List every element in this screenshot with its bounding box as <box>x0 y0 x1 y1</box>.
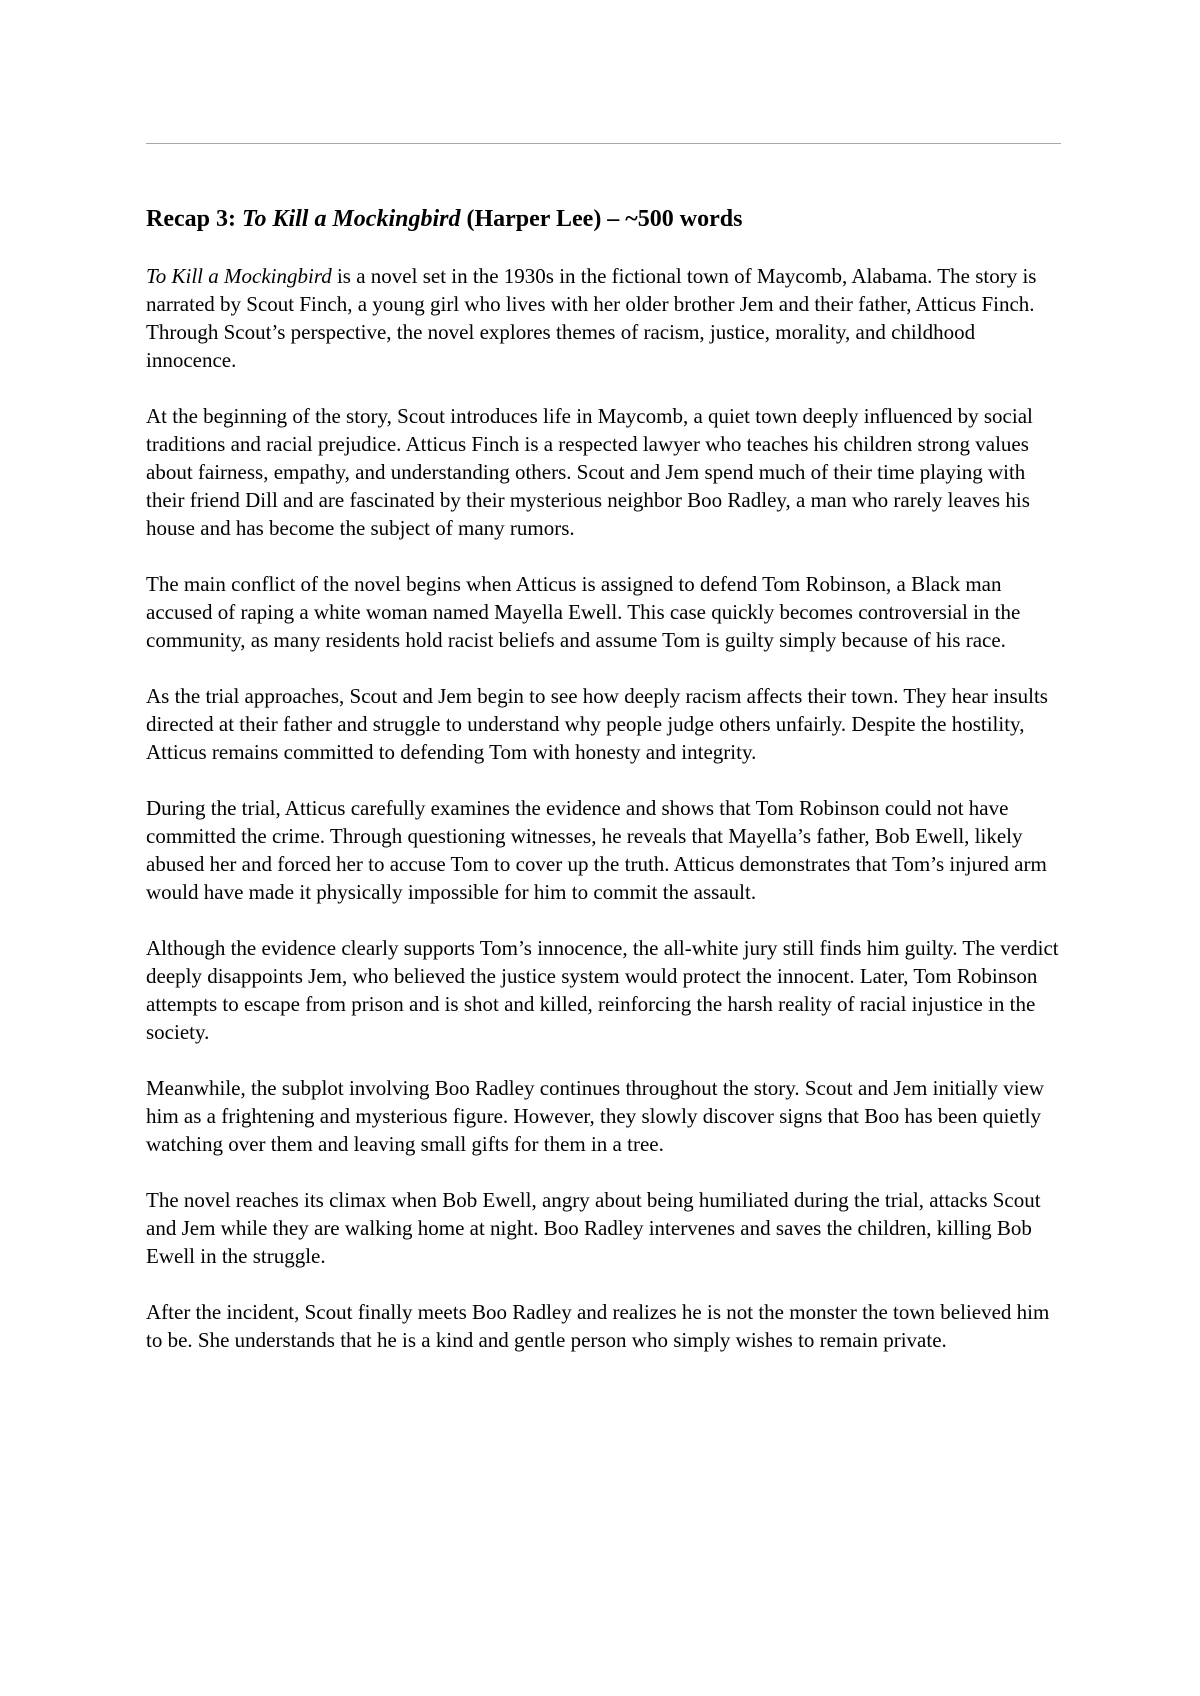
heading-prefix: Recap 3: <box>146 206 242 232</box>
paragraph-during-trial: During the trial, Atticus carefully examines the evidence and shows that Tom Robinson could not have committed the crime. Through questioning witnesses, he reveals that Mayella’s father, Bob Ewell, likely abused her and forced her to accuse Tom to cover up the truth. Atticus demonstrates that Tom’s injured arm would have made it physically impossible for him to commit the assault. <box>146 796 1047 904</box>
paragraph-beginning: At the beginning of the story, Scout introduces life in Maycomb, a quiet town deeply influenced by social traditions and racial prejudice. Atticus Finch is a respected lawyer who teaches his children strong values about fairness, empathy, and understanding others. Scout and Jem spend much of their time playing with their friend Dill and are fascinated by their mysterious neighbor Boo Radley, a man who rarely leaves his house and has become the subject of many rumors. <box>146 404 1033 540</box>
horizontal-rule <box>146 143 1061 144</box>
paragraph-resolution: After the incident, Scout finally meets Boo Radley and realizes he is not the monster the town believed him to be. She understands that he is a kind and gentle person who simply wishes to remain private. <box>146 1300 1050 1352</box>
heading-suffix: (Harper Lee) – ~500 words <box>460 206 743 232</box>
intro-book-title: To Kill a Mockingbird <box>146 264 332 288</box>
paragraph-climax: The novel reaches its climax when Bob Ewell, angry about being humiliated during the trial, attacks Scout and Jem while they are walking home at night. Boo Radley intervenes and saves the children, killing Bob Ewell in the struggle. <box>146 1188 1041 1268</box>
paragraph-main-conflict: The main conflict of the novel begins when Atticus is assigned to defend Tom Robinson, a Black man accused of raping a white woman named Mayella Ewell. This case quickly becomes controversial in the community, as many residents hold racist beliefs and assume Tom is guilty simply because of his race. <box>146 572 1021 652</box>
paragraph-boo-subplot: Meanwhile, the subplot involving Boo Radley continues throughout the story. Scout and Jem initially view him as a frightening and mysterious figure. However, they slowly discover signs that Boo has been quietly watching over them and leaving small gifts for them in a tree. <box>146 1076 1045 1156</box>
paragraph-verdict: Although the evidence clearly supports Tom’s innocence, the all-white jury still finds him guilty. The verdict deeply disappoints Jem, who believed the justice system would protect the innocent. Later, Tom Robinson attempts to escape from prison and is shot and killed, reinforcing the harsh reality of racial injustice in the society. <box>146 936 1059 1044</box>
intro-text: is a novel set in the 1930s in the fictional town of Maycomb, Alabama. The story is narrated by Scout Finch, a young girl who lives with her older brother Jem and their father, Atticus Finch. Through Scout’s perspective, the novel explores themes of racism, justice, morality, and childhood innocence. <box>146 264 1037 372</box>
paragraph-intro <box>146 262 1061 374</box>
heading-book-title: To Kill a Mockingbird <box>241 206 461 232</box>
paragraph-trial-approaches: As the trial approaches, Scout and Jem begin to see how deeply racism affects their town. They hear insults directed at their father and struggle to understand why people judge others unfairly. Despite the hostility, Atticus remains committed to defending Tom with honesty and integrity. <box>146 684 1048 764</box>
recap-heading <box>146 204 742 234</box>
document-page <box>146 0 1061 1696</box>
recap-body <box>146 262 1061 1382</box>
